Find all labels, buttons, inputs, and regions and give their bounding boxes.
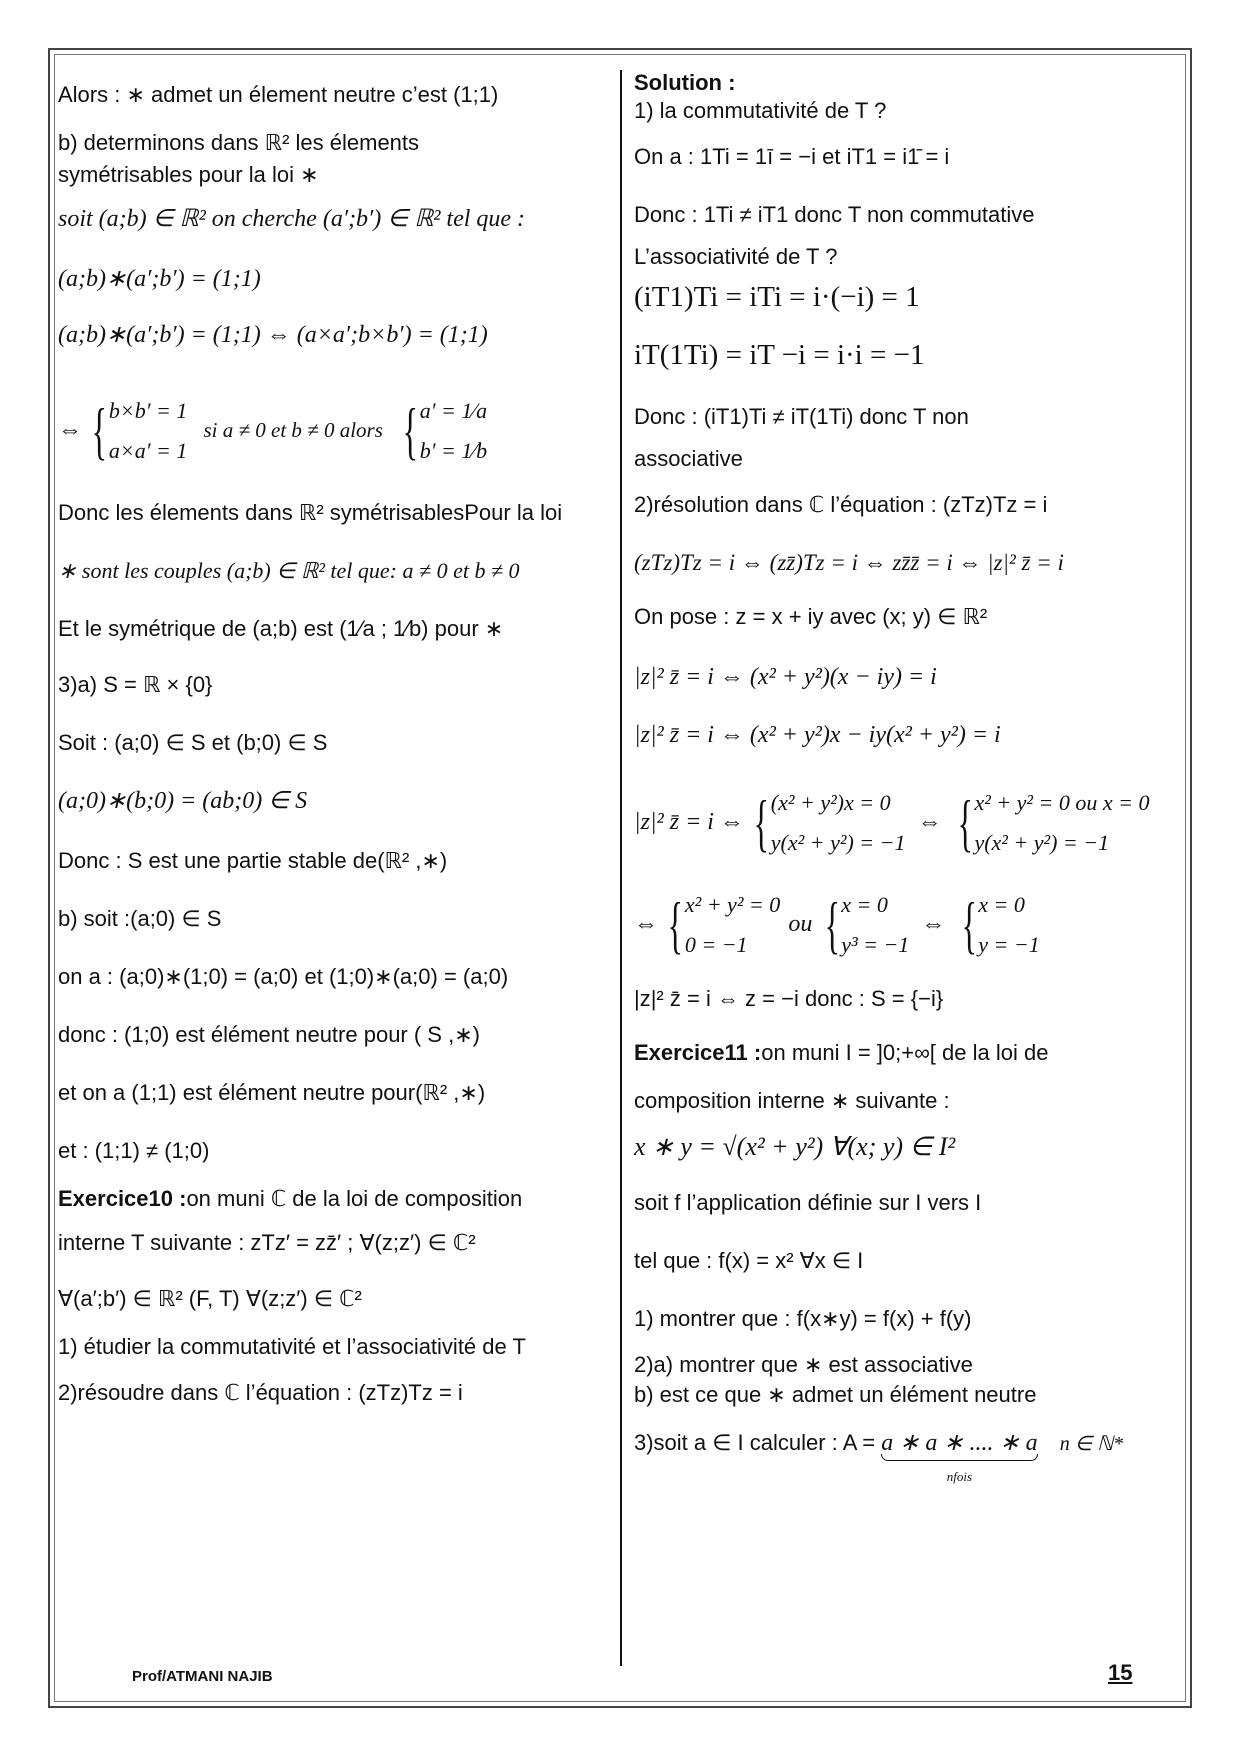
system-2-eq2: b′ = 1⁄b [419,438,488,464]
equiv-symbol: ⇔ [917,809,942,835]
formula-equivalence: (a;b)∗(a′;b′) = (1;1) ⇔ (a×a′;b×b′) = (1;1) [58,322,488,348]
system-final-eq5: x = 0 [978,892,1025,918]
system-modulus-eq2: y(x² + y²) = −1 [770,830,906,856]
system-modulus-eq4: y(x² + y²) = −1 [974,830,1110,856]
formula-modulus-2: |z|² z̄ = i ⇔ (x² + y²)x − iy(x² + y²) = i [634,722,1001,748]
footer-page-number: 15 [1108,1660,1133,1685]
formula-product: (a;b)∗(a′;b′) = (1;1) [58,266,261,292]
line-symmetric: Et le symétrique de (a;b) est (1⁄a ; 1⁄b) pour ∗ [58,616,504,641]
system-1-eq1: b×b′ = 1 [108,398,188,424]
underbrace-product [881,1428,1038,1484]
system-2-eq1: a′ = 1⁄a [419,398,488,424]
exercise10-question1: 1) étudier la commutativité et l’associativité de T [58,1334,526,1359]
underbrace-expr: a ∗ a ∗ .... ∗ a [881,1430,1038,1456]
formula-assoc-1: (iT1)Ti = iTi = i·(−i) = 1 [634,281,920,313]
line-neutral-element: Alors : ∗ admet un élement neutre c’est (1;1) [58,82,499,107]
system-1-eq2: a×a′ = 1 [108,438,188,464]
system-inverse [58,390,487,470]
exercise10-law: interne T suivante : zTz′ = zz̄′ ; ∀(z;z′) ∈ ℂ² [58,1230,476,1255]
line-stable-part: Donc : S est une partie stable de(ℝ² ,∗) [58,848,448,873]
system-modulus-eq3: x² + y² = 0 ou x = 0 [974,790,1150,816]
formula-resolution-chain: (zTz)Tz = i ⇔ (zz̄)Tz = i ⇔ zz̄z̄ = i ⇔ |z|² z̄ = i [634,550,1064,575]
exercise10-question2: 2)résoudre dans ℂ l’équation : (zTz)Tz = i [58,1380,463,1405]
line-neutral-s: donc : (1;0) est élément neutre pour ( S ,∗) [58,1022,480,1047]
ou-text: ou [788,911,813,937]
line-conclusion: Donc les élements dans ℝ² symétrisablesPour la loi [58,500,563,525]
exercise11-question1: 1) montrer que : f(x∗y) = f(x) + f(y) [634,1306,972,1331]
exercise11-header [634,1038,1048,1068]
system-final-eq4: y³ = −1 [841,932,910,958]
line-on-pose: On pose : z = x + iy avec (x; y) ∈ ℝ² [634,604,988,629]
exercise10-quantifiers: ∀(a′;b′) ∈ ℝ² (F, T) ∀(z;z′) ∈ ℂ² [58,1286,362,1311]
underbrace-shape [881,1454,1037,1461]
exercise11-law-formula: x ∗ y = √(x² + y²) ∀(x; y) ∈ I² [634,1132,956,1161]
system-final-eq2: 0 = −1 [684,932,748,958]
line-3a: 3)a) S = ℝ × {0} [58,672,213,697]
exercise11-title: Exercice11 : [634,1040,762,1065]
system-final-eq3: x = 0 [841,892,888,918]
formula-modulus-1: |z|² z̄ = i ⇔ (x² + y²)(x − iy) = i [634,664,937,690]
exercise10-header [58,1184,522,1214]
line-search: soit (a;b) ∈ ℝ² on cherche (a′;b′) ∈ ℝ² tel que : [58,206,526,232]
system-final-eq6: y = −1 [978,932,1040,958]
exercise11-function: soit f l’application définie sur I vers I [634,1190,982,1215]
equiv-symbol: ⇔ [58,417,82,443]
equiv-symbol: ⇔ [921,911,946,937]
line-on-a-commut: On a : 1Ti = 1ī = −i et iT1 = i1̄ = i [634,144,950,169]
line-couples: ∗ sont les couples (a;b) ∈ ℝ² tel que: a ≠ 0 et b ≠ 0 [58,558,520,583]
system-modulus-pre: |z|² z̄ = i ⇔ [634,809,744,835]
line-part-b-cont: symétrisables pour la loi ∗ [58,162,319,187]
line-not-commutative: Donc : 1Ti ≠ iT1 donc T non commutative [634,202,1035,227]
system-1: { b×b′ = 1 a×a′ = 1 [88,391,187,471]
exercise11-question2a: 2)a) montrer que ∗ est associative [634,1352,973,1377]
column-divider [620,70,622,1666]
equiv-symbol: ⇔ [634,911,658,937]
line-on-a: on a : (a;0)∗(1;0) = (a;0) et (1;0)∗(a;0) = (a;0) [58,964,509,989]
line-different: et : (1;1) ≠ (1;0) [58,1138,210,1163]
line-part-b: b) determinons dans ℝ² les élements [58,130,420,155]
exercise10-title: Exercice10 : [58,1186,187,1211]
question3-text: 3)soit a ∈ I calculer : A = [634,1430,876,1455]
formula-stable: (a;0)∗(b;0) = (ab;0) ∈ S [58,788,308,814]
formula-assoc-2: iT(1Ti) = iT −i = i·i = −1 [634,339,925,371]
underbrace-label: nfois [946,1469,973,1484]
system-final: ⇔ { x² + y² = 0 0 = −1 ou { x = 0 y³ = −1 ⇔ { x = 0 y = −1 [634,882,1040,966]
system-modulus-eq1: (x² + y²)x = 0 [770,790,891,816]
exercise11-intro: on muni I = ]0;+∞[ de la loi de [761,1040,1049,1065]
line-soit: Soit : (a;0) ∈ S et (b;0) ∈ S [58,730,328,755]
line-3b: b) soit :(a;0) ∈ S [58,906,222,931]
line-solution-set: |z|² z̄ = i ⇔ z = −i donc : S = {−i} [634,986,944,1011]
question-commutativity: 1) la commutativité de T ? [634,98,887,123]
condition-text: si a ≠ 0 et b ≠ 0 alors [203,418,383,442]
line-associative-word: associative [634,446,743,471]
system-modulus: |z|² z̄ = i ⇔ { (x² + y²)x = 0 y(x² + y²) = −1 ⇔ { x² + y² = 0 ou x = 0 y(x² + y²) = −1 [634,780,1149,864]
system-final-eq1: x² + y² = 0 [684,892,781,918]
exercise11-question3 [634,1428,1123,1488]
exercise11-definition: tel que : f(x) = x² ∀x ∈ I [634,1248,864,1273]
line-not-associative: Donc : (iT1)Ti ≠ iT(1Ti) donc T non [634,404,969,429]
system-2: { a′ = 1⁄a b′ = 1⁄b [399,391,487,471]
solution-title: Solution : [634,70,736,95]
exercise11-law-text: composition interne ∗ suivante : [634,1088,950,1113]
exercise11-question2b: b) est ce que ∗ admet un élément neutre [634,1382,1037,1407]
question-associativity: L’associativité de T ? [634,244,838,269]
line-neutral-r2: et on a (1;1) est élément neutre pour(ℝ² ,∗) [58,1080,486,1105]
n-domain: n ∈ ℕ* [1059,1433,1124,1455]
exercise10-intro: on muni ℂ de la loi de composition [186,1186,523,1211]
line-resolution: 2)résolution dans ℂ l’équation : (zTz)Tz = i [634,492,1048,517]
footer-author: Prof/ATMANI NAJIB [132,1668,273,1685]
